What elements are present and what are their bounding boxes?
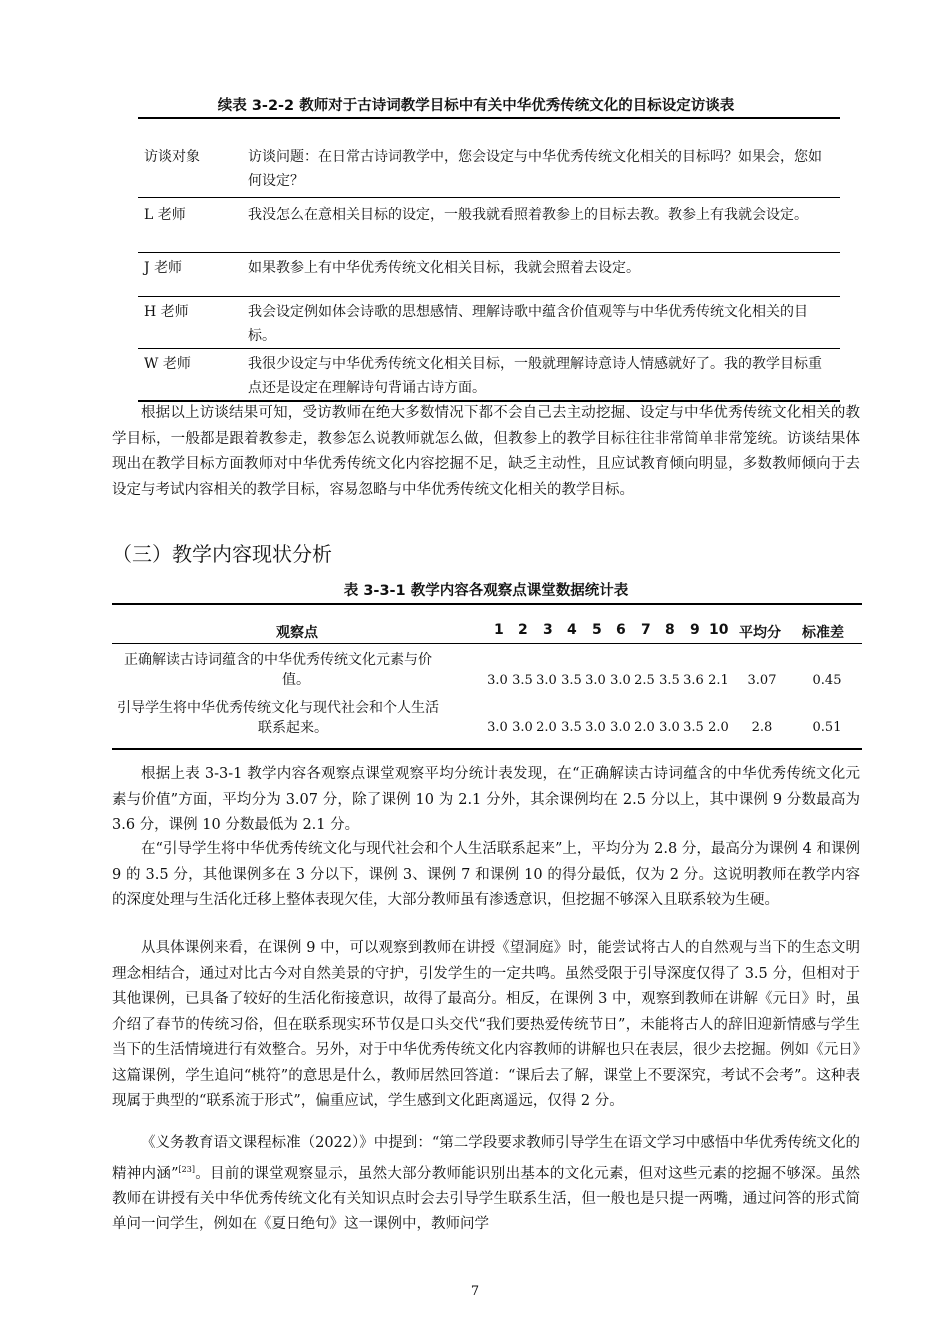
table1-header-row [138,145,840,195]
table1-row-who: L 老师 [144,207,186,223]
table1-row-divider [138,197,840,198]
table2-mean: 2.8 [751,720,773,735]
table1-row-divider [138,252,840,253]
table2-header-col: 9 [690,622,700,638]
table2-bottom-rule [112,748,862,750]
table2-header-col: 3 [543,622,553,638]
body-paragraph: 在“引导学生将中华优秀传统文化与现代社会和个人生活联系起来”上，平均分为 2.8 分，最高分为课例 4 和课例 9 的 3.5 分，其他课例多在 3 分以下，课例 3、课例 7 和课例 10 的得分最低，仅为 2 分。这说明教师在教学内容的深度处理与生活化迁移上整体表现欠佳，大部分教师虽有渗透意识，但挖掘不够深入且联系较为生硬。 [112,841,860,908]
table2-score: 3.5 [561,673,582,688]
table1-row-who: W 老师 [144,356,191,372]
table1-row-answer: 我很少设定与中华优秀传统文化相关目标，一般就理解诗意诗人情感就好了。我的教学目标重点还是设定在理解诗句背诵古诗方面。 [248,356,822,396]
table2-header-col: 4 [567,622,577,638]
table2-header-col: 6 [616,622,626,638]
table2-header-col: 10 [709,622,729,638]
table1-row-divider [138,296,840,297]
body-text: 《义务教育语文课程标准（2022）》中提到：“第二学段要求教师引导学生在语文学习中感悟中华优秀传统文化的精神内涵” [112,1135,860,1182]
table2-score: 3.0 [536,673,557,688]
table2-score: 2.1 [708,673,729,688]
table1-row-answer: 我会设定例如体会诗歌的思想感情、理解诗歌中蕴含价值观等与中华优秀传统文化相关的目标。 [248,304,808,344]
table2-row-label: 值。 [282,672,310,688]
table2-score: 3.0 [585,673,606,688]
table1-row [138,256,840,296]
table2-top-rule [112,603,862,605]
table2-row-label: 联系起来。 [258,720,328,736]
table2-row-label: 引导学生将中华优秀传统文化与现代社会和个人生活 [117,700,439,716]
table1-header-question: 访谈问题：在日常古诗词教学中，您会设定与中华优秀传统文化相关的目标吗？如果会，您如何设定？ [248,149,822,189]
table2-sd: 0.51 [812,720,842,735]
body-paragraph: 根据以上访谈结果可知，受访教师在绝大多数情况下都不会自己去主动挖掘、设定与中华优秀传统文化相关的教学目标，一般都是跟着教参走，教参怎么说教师就怎么做，但教参上的教学目标往往非常简单非常笼统。访谈结果体现出在教学目标方面教师对中华优秀传统文化内容挖掘不足，缺乏主动性，且应试教育倾向明显，多数教师倾向于去设定与考试内容相关的教学目标，容易忽略与中华优秀传统文化相关的教学目标。 [112,405,860,498]
table2-caption: 表 3-3-1 教学内容各观察点课堂数据统计表 [343,583,629,599]
table2-score: 3.0 [585,720,606,735]
table2-row-label: 正确解读古诗词蕴含的中华优秀传统文化元素与价 [124,652,432,668]
table2-score: 3.5 [512,673,533,688]
page-number: 7 [470,1284,480,1299]
table2-header-col: 2 [518,622,528,638]
body-text: 。目前的课堂观察显示，虽然大部分教师能识别出基本的文化元素，但对这些元素的挖掘不够深。虽然教师在讲授有关中华优秀传统文化有关知识点时会去引导学生联系生活，但一般也是只提一两嘴，通过问答的形式简单问一问学生，例如在《夏日绝句》这一课例中，教师问学 [112,1165,860,1233]
table2-score: 3.0 [487,673,508,688]
table2-mean: 3.07 [747,673,777,688]
table2-header-col: 5 [592,622,602,638]
table2-score: 3.0 [512,720,533,735]
table2-score: 2.0 [536,720,557,735]
table1-row [138,300,840,350]
table2-header-rule [112,643,862,644]
table1-row-divider [138,348,840,349]
table2-score: 3.5 [659,673,680,688]
table2-header-sd: 标准差 [802,625,844,641]
body-paragraph: 从具体课例来看，在课例 9 中，可以观察到教师在讲授《望洞庭》时，能尝试将古人的自然观与当下的生态文明理念相结合，通过对比古今对自然美景的守护，引发学生的一定共鸣。虽然受限于引导深度仅得了 3.5 分，但相对于其他课例，已具备了较好的生活化衔接意识，故得了最高分。相反，在课例 3 中，观察到教师在讲解《元日》时，虽介绍了春节的传统习俗，但在联系现实环节仅是口头交代“我们要热爱传统节日”，未能将古人的辞旧迎新情感与学生当下的生活情境进行有效整合。另外，对于中华优秀传统文化内容教师的讲解也只在表层，很少去挖掘。例如《元日》这篇课例，学生追问“桃符”的意思是什么，教师居然回答道：“课后去了解，课堂上不要深究，考试不会考”。这种表现属于典型的“联系流于形式”，偏重应试，学生感到文化距离遥远，仅得 2 分。 [112,940,860,1109]
table1-row-who: H 老师 [144,304,189,320]
table2-score: 2.0 [634,720,655,735]
table2-score: 3.0 [659,720,680,735]
table1-row [138,352,840,400]
table2-score: 2.0 [708,720,729,735]
body-paragraph [112,1131,860,1238]
table1-header-who: 访谈对象 [144,149,200,165]
table1-row [138,203,840,253]
table2-sd: 0.45 [812,673,842,688]
table2-score: 3.5 [561,720,582,735]
table1-top-rule [138,117,840,119]
table2-header-col: 8 [665,622,675,638]
table2-header-observation: 观察点 [276,625,318,641]
table1-row-who: J 老师 [144,260,183,276]
table2-score: 3.5 [683,720,704,735]
table2-score: 3.0 [610,720,631,735]
table1-caption: 续表 3-2-2 教师对于古诗词教学目标中有关中华优秀传统文化的目标设定访谈表 [217,98,735,114]
citation-ref: [23] [178,1164,195,1174]
body-paragraph: 根据上表 3-3-1 教学内容各观察点课堂观察平均分统计表发现，在“正确解读古诗词蕴含的中华优秀传统文化元素与价值”方面，平均分为 3.07 分，除了课例 10 为 2.1 分外，其余课例均在 2.5 分以上，其中课例 9 分数最高为 3.6 分，课例 10 分数最低为 2.1 分。 [112,766,860,833]
table2-score: 2.5 [634,673,655,688]
table2-header-col: 7 [641,622,651,638]
table2-header-mean: 平均分 [739,625,781,641]
table1-row-answer: 我没怎么在意相关目标的设定，一般我就看照着教参上的目标去教。教参上有我就会设定。 [248,207,808,223]
table2-header-col: 1 [494,622,504,638]
table1-row-answer: 如果教参上有中华优秀传统文化相关目标，我就会照着去设定。 [248,260,640,276]
table2-score: 3.6 [683,673,704,688]
table2-score: 3.0 [610,673,631,688]
table2-score: 3.0 [487,720,508,735]
section-heading: （三）教学内容现状分析 [112,542,332,566]
